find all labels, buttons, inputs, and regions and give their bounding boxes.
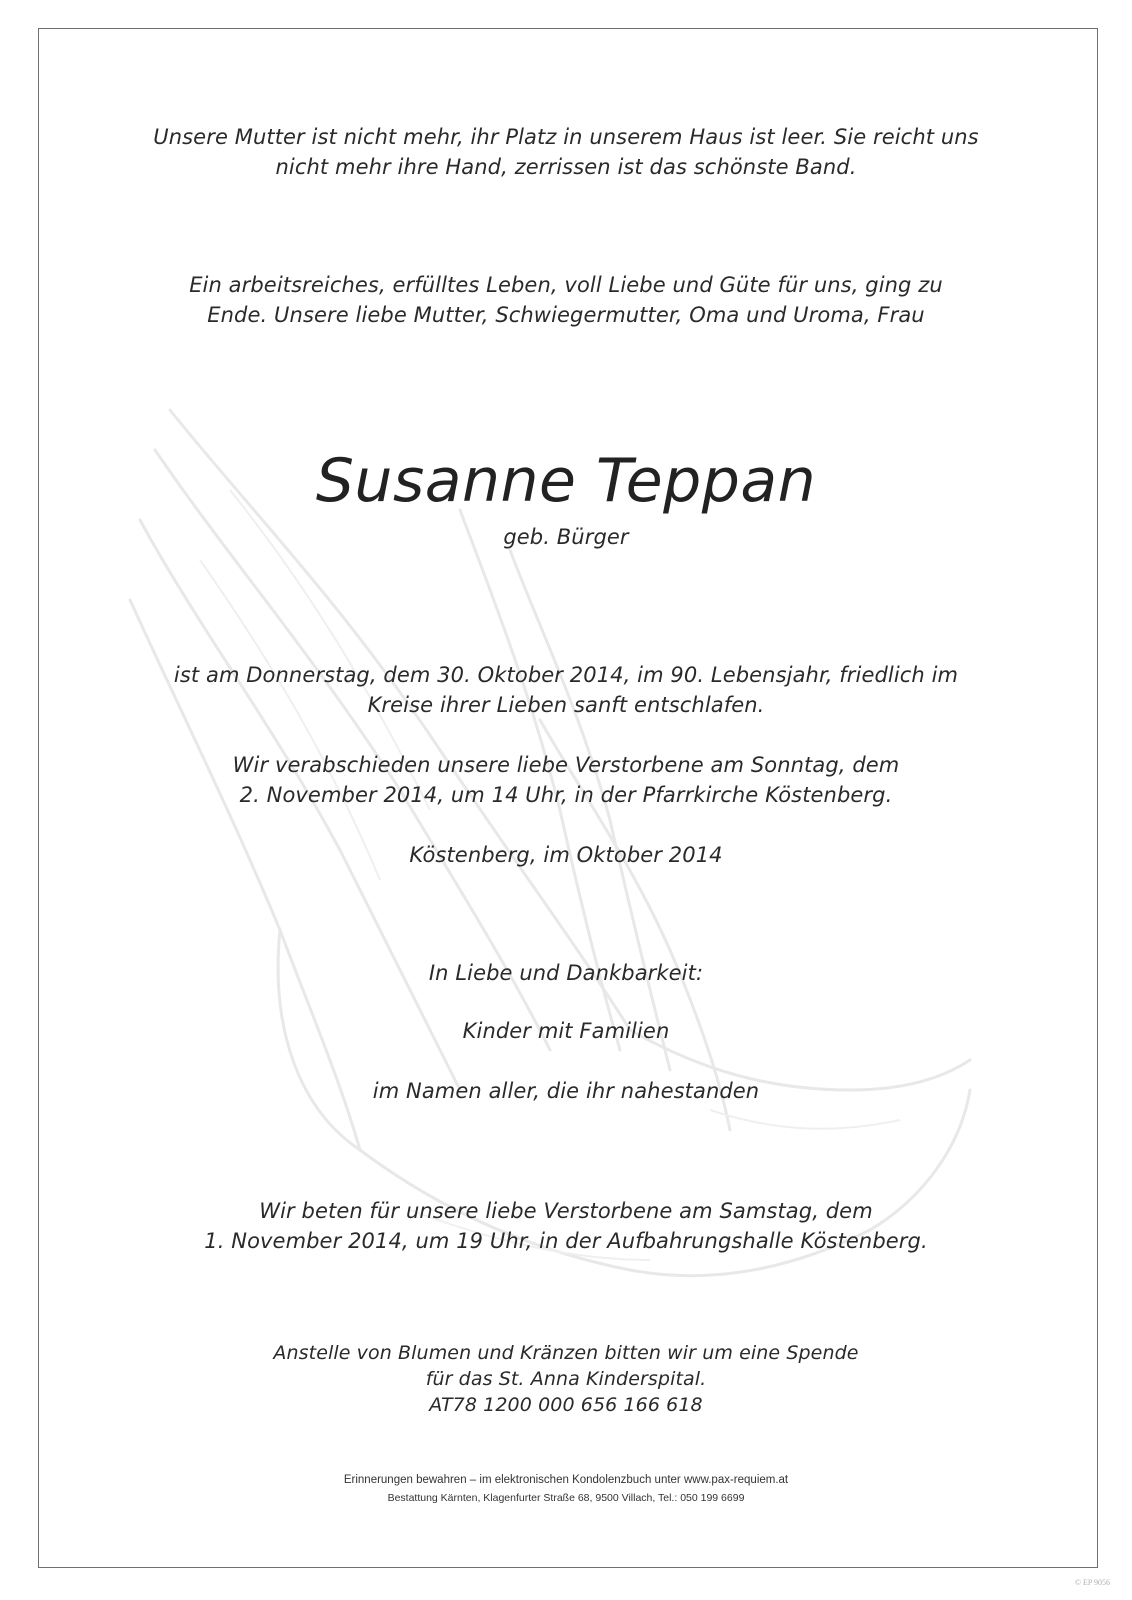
funeral-line-1: Wir verabschieden unsere liebe Verstorbene am Sonntag, dem <box>232 753 900 777</box>
verse-line-2: nicht mehr ihre Hand, zerrissen ist das schönste Band. <box>275 155 857 179</box>
deceased-name: Susanne Teppan <box>315 446 817 516</box>
prayer-line-2: 1. November 2014, um 19 Uhr, in der Aufbahrungshalle Köstenberg. <box>204 1229 928 1253</box>
donation-iban: AT78 1200 000 656 166 618 <box>429 1394 703 1416</box>
maiden-name: geb. Bürger <box>503 525 629 549</box>
donation-line-2: für das St. Anna Kinderspital. <box>425 1368 707 1390</box>
death-line-2: Kreise ihrer Lieben sanft entschlafen. <box>367 693 765 717</box>
death-line-1: ist am Donnerstag, dem 30. Oktober 2014, im 90. Lebensjahr, friedlich im <box>173 663 959 687</box>
intro-line-1: Ein arbeitsreiches, erfülltes Leben, voll Liebe und Güte für uns, ging zu <box>189 273 943 297</box>
footer-undertaker: Bestattung Kärnten, Klagenfurter Straße 68, 9500 Villach, Tel.: 050 199 6699 <box>387 1492 745 1504</box>
gratitude-line: In Liebe und Dankbarkeit: <box>428 961 704 985</box>
mourners-line-1: Kinder mit Familien <box>462 1019 670 1043</box>
funeral-line-2: 2. November 2014, um 14 Uhr, in der Pfarrkirche Köstenberg. <box>239 783 893 807</box>
donation-line-1: Anstelle von Blumen und Kränzen bitten wir um eine Spende <box>273 1342 859 1364</box>
footer-condolence: Erinnerungen bewahren – im elektronischen Kondolenzbuch unter www.pax-requiem.at <box>343 1474 789 1486</box>
mourners-line-2: im Namen aller, die ihr nahestanden <box>372 1079 760 1103</box>
place-date: Köstenberg, im Oktober 2014 <box>409 843 723 867</box>
intro-line-2: Ende. Unsere liebe Mutter, Schwiegermutter, Oma und Uroma, Frau <box>207 303 925 327</box>
prayer-line-1: Wir beten für unsere liebe Verstorbene am Samstag, dem <box>259 1199 873 1223</box>
corner-code: © EP 9056 <box>1074 1578 1110 1587</box>
verse-line-1: Unsere Mutter ist nicht mehr, ihr Platz in unserem Haus ist leer. Sie reicht uns <box>153 125 979 149</box>
